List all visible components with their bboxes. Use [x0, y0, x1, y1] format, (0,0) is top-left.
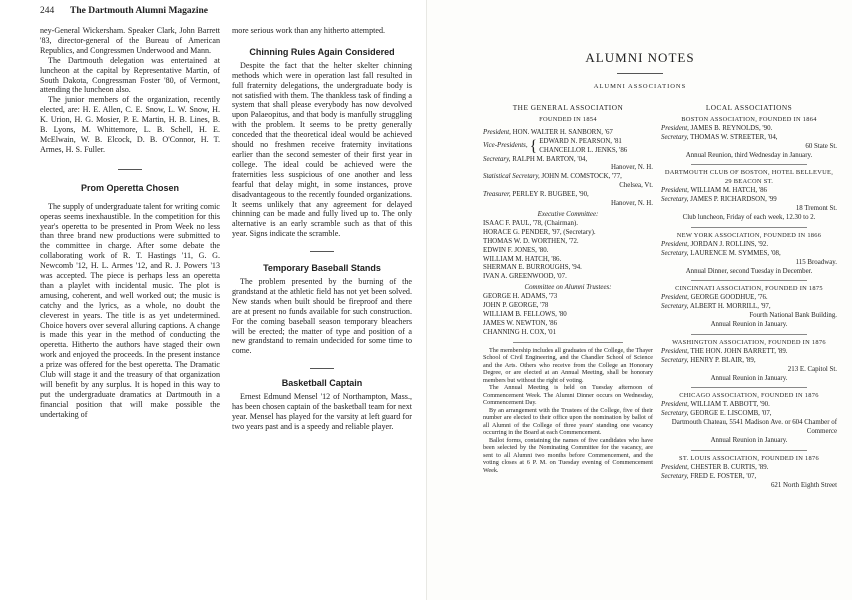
local-association [661, 164, 837, 222]
officer-line: Treasurer, PERLEY R. BUGBEE, '90, [483, 191, 589, 199]
officer-line: President, WILLIAM M. HATCH, '86 [661, 187, 767, 195]
divider [513, 342, 623, 343]
general-association-column [483, 104, 653, 474]
officer-line: Secretary, ALBERT H. MORRILL, '97, [661, 303, 771, 311]
committee-member: IVAN A. GREENWOOD, '07. [483, 273, 567, 281]
association-name: NEW YORK ASSOCIATION, FOUNDED IN 1866 [676, 231, 822, 239]
committee-member: JOHN P. GEORGE, '78 [483, 302, 549, 310]
association-name: BOSTON ASSOCIATION, FOUNDED IN 1864 [681, 115, 817, 123]
paragraph: The junior members of the organization, recently elected, are: H. E. Allen, C. E. Snow, L. W. Snow, H. K. Urion, H. G. Mosier, P. E. Martin, H. B. Lines, B. B. Lyons, M. Whittemore, L. B. Schell, H. E. McElwain, W. B. Elcock, D. B. O'Connor, H. T. Armes, H. S. Fuller. [40, 95, 220, 154]
meeting-note: Annual Dinner, second Tuesday in December. [685, 267, 813, 275]
association-name: CINCINNATI ASSOCIATION, FOUNDED IN 1875 [675, 285, 823, 293]
committee-member: HORACE G. PENDER, '97, (Secretary). [483, 228, 596, 236]
paragraph: more serious work than any hitherto attempted. [232, 26, 386, 35]
meeting-note: Annual Reunion, third Wednesday in January. [685, 151, 813, 159]
committee-member: WILLIAM B. FELLOWS, '80 [483, 310, 567, 318]
local-associations-list [661, 116, 837, 491]
officer-line: Statistical Secretary, JOHN M. COMSTOCK, '77, [483, 173, 622, 181]
officer-line: President, HON. WALTER H. SANBORN, '67 [483, 128, 613, 136]
committee-member: THOMAS W. D. WORTHEN, '72. [483, 237, 579, 245]
officer-line: President, GEORGE GOODHUE, '76. [661, 294, 768, 302]
meeting-note: Annual Reunion in January. [710, 437, 788, 444]
committee-member: GEORGE H. ADAMS, '73 [483, 293, 558, 301]
officer-line: Secretary, HENRY P. BLAIR, '89, [661, 356, 756, 364]
officer-line: Secretary, JAMES P. RICHARDSON, '99 [661, 196, 777, 204]
paragraph: ney-General Wickersham. Speaker Clark, John Barrett '83, director-general of the Bureau of American Republics, and Congressmen Underwood and Mann. [40, 26, 220, 55]
divider [691, 387, 807, 388]
magazine-title: The Dartmouth Alumni Magazine [70, 6, 209, 16]
address: Hanover, N. H. [610, 164, 653, 172]
vice-presidents: Vice-Presidents, { EDWARD N. PEARSON, '81 CHANCELLOR L. JENKS, '86 [483, 137, 628, 155]
officer-line: Secretary, RALPH M. BARTON, '04, [483, 155, 588, 163]
paragraph: Despite the fact that the helter skelter chinning methods which were in operation last fall resulted in full fraternity delegations, the undergraduate body is not satisfied with them. The thankless task of finding a system that shall please everybody has now devolved upon Palaeopitus, and that body is manfully struggling with the problem. It seems to be pretty generally conceded that the theoretical ideal would be achieved should no freshmen receive fraternity invitations earlier than the second semester of their first year in college. The ideal could be achieved were the fraternities less suspicious of one another and less fearful that delay might, in some instances, prove disadvantageous to the recently founded organizations. It seems unlikely that any agreement for delayed chinning can be made and fully lived up to. The only alternative is an early scramble such as that of this year. Signs indicate the scramble. [232, 60, 412, 239]
page-number: 244 [40, 6, 55, 16]
officer-line: Secretary, GEORGE E. LISCOMB, '07, [661, 410, 772, 418]
local-association [661, 227, 837, 277]
address: 115 Broadway. [795, 258, 837, 266]
association-name: DARTMOUTH CLUB OF BOSTON, HOTEL BELLEVUE, 29 BEACON ST. [664, 169, 834, 186]
membership-text [483, 347, 653, 475]
paragraph: The Dartmouth delegation was entertained at luncheon at the capital by Representative Martin, of South Dakota, Congressman Foster '80, of Vermont, attending the luncheon also. [40, 55, 220, 95]
section-heading: Chinning Rules Again Considered [249, 46, 395, 57]
address: Chelsea, Vt. [619, 182, 653, 190]
left-column-2 [232, 26, 412, 432]
section-heading: LOCAL ASSOCIATIONS [705, 103, 793, 112]
title-divider [617, 73, 663, 74]
meeting-note: Club luncheon, Friday of each week, 12.30 to 2. [682, 213, 816, 221]
subheading: Committee on Alumni Trustees: [524, 284, 612, 292]
meeting-note: Annual Reunion in January. [710, 321, 788, 329]
page-title: ALUMNI NOTES [585, 50, 695, 65]
officer-line: President, JAMES B. REYNOLDS, '90. [661, 124, 773, 132]
local-association [661, 116, 837, 161]
trustee-committee-list [483, 293, 653, 338]
officer-line: President, JORDAN J. ROLLINS, '92. [661, 240, 769, 248]
local-association [661, 450, 837, 491]
address: 60 State St. [805, 142, 837, 150]
committee-member: CHANNING H. COX, '01 [483, 328, 557, 336]
address: Fourth National Bank Building. [749, 312, 837, 320]
section-heading: Basketball Captain [281, 378, 363, 389]
address: Dartmouth Chateau, 5541 Madison Ave. or 604 Chamber of Commerce [671, 419, 837, 436]
committee-member: ISAAC F. PAUL, '78, (Chairman). [483, 219, 578, 227]
association-name: ST. LOUIS ASSOCIATION, FOUNDED IN 1876 [679, 454, 819, 462]
paragraph: Ernest Edmund Mensel '12 of Northampton, Mass., has been chosen captain of the basketball team for next year. Mensel has played for the varsity at left guard for two years past and is a speedy and reliable player. [232, 392, 412, 431]
divider [691, 334, 807, 335]
paragraph: By an arrangement with the Trustees of the College, five of their number are elected to their office upon the nomination by ballot of all Alumni of the College of three years' standing one vacancy occurring in the Board at each Commencement. [483, 406, 653, 437]
divider [691, 280, 807, 281]
committee-member: WILLIAM M. HATCH, '86. [483, 255, 562, 263]
meeting-note: Annual Reunion in January. [710, 374, 788, 382]
committee-member: EDWIN F. JONES, '80. [483, 246, 549, 254]
section-heading: Temporary Baseball Stands [263, 263, 381, 274]
divider [691, 450, 807, 451]
committee-member: JAMES W. NEWTON, '86 [483, 319, 558, 327]
officer-line: Secretary, FRED E. FOSTER, '07, [661, 472, 757, 480]
address: 213 E. Capitol St. [787, 365, 837, 373]
section-heading: Prom Operetta Chosen [80, 182, 180, 193]
left-column-1 [40, 26, 220, 420]
officer-line: President, THE HON. JOHN BARRETT, '89. [661, 347, 788, 355]
divider [691, 227, 807, 228]
local-association [661, 280, 837, 330]
officer-line: Secretary, THOMAS W. STREETER, '04, [661, 133, 778, 141]
subheading: Executive Committee: [537, 210, 599, 218]
committee-member: SHERMAN E. BURROUGHS, '94. [483, 264, 582, 272]
officer-line: President, CHESTER B. CURTIS, '89. [661, 463, 769, 471]
executive-committee-list [483, 220, 653, 282]
local-associations-column [661, 104, 837, 491]
paragraph: The supply of undergraduate talent for writing comic operas seems inexhaustible. In the competition for this year's operetta to be presented in Prom Week no less than three brand new productions were submitted to the committee in charge. After some debate the collaborating work of R. T. Hastings '11, G. G. Newcomb '12, H. L. Armes '12, and R. J. Powers '13 was accepted. The piece is perhaps less an operetta than a playlet with incidental music. The plot is amusing, coherent, and well worked out; the music is catchy and the lyrics, as a whole, no doubt the cleverest in years. The title is as yet undetermined. Choice hovers over several alluring captions. A change is made this year in the method of conducting the operetta. Hitherto the authors have staged their own work and enjoyed the proceeds. In the present instance a prize was offered for the best operetta. The Dramatic Club will stage it and the treasury of that organization will benefit by any surplus. It is hoped in this way to put the undergraduate dramatics at Dartmouth in a financial position that will make possible the undertaking of [40, 201, 220, 419]
officer-line: President, WILLIAM T. ABBOTT, '90. [661, 401, 770, 409]
address: 18 Tremont St. [795, 205, 837, 213]
association-name: WASHINGTON ASSOCIATION, FOUNDED IN 1876 [672, 338, 826, 346]
founded-line: FOUNDED IN 1854 [539, 115, 597, 123]
address: Hanover, N. H. [610, 200, 653, 208]
address: 621 North Eighth Street [770, 481, 837, 489]
paragraph: The Annual Meeting is held on Tuesday afternoon of Commencement Week. The Alumni Dinner occurs on Wednesday, Commencement Day. [483, 384, 653, 407]
local-association [661, 387, 837, 445]
section-heading: THE GENERAL ASSOCIATION [512, 103, 624, 112]
local-association [661, 334, 837, 384]
paragraph: The membership includes all graduates of the College, the Thayer School of Civil Engineering, and the Chandler School of Science and the Arts. Others who receive from the College an Honorary Degree, or are elected at an Annual Meeting, shall be honorary members but without the right of voting. [483, 346, 653, 384]
officer-line: Secretary, LAURENCE M. SYMMES, '08, [661, 249, 781, 257]
right-page [426, 0, 852, 600]
divider [691, 164, 807, 165]
paragraph: Ballot forms, containing the names of five candidates who have been selected by the Nominating Committee for the vacancy, are sent to all Alumni two months before Commencement, and the voting closes at 6 P. M. on Tuesday evening of Commencement Week. [483, 436, 653, 474]
paragraph: The problem presented by the burning of the grandstand at the athletic field has not yet been solved. New stands when built should be fireproof and there are at present no funds available for such construction. For the coming baseball season temporary bleachers will be erected; the matter of type and position of a new grandstand to remain undecided for some time to come. [232, 277, 412, 356]
association-name: CHICAGO ASSOCIATION, FOUNDED IN 1876 [679, 392, 819, 400]
page-subtitle: ALUMNI ASSOCIATIONS [593, 83, 687, 90]
